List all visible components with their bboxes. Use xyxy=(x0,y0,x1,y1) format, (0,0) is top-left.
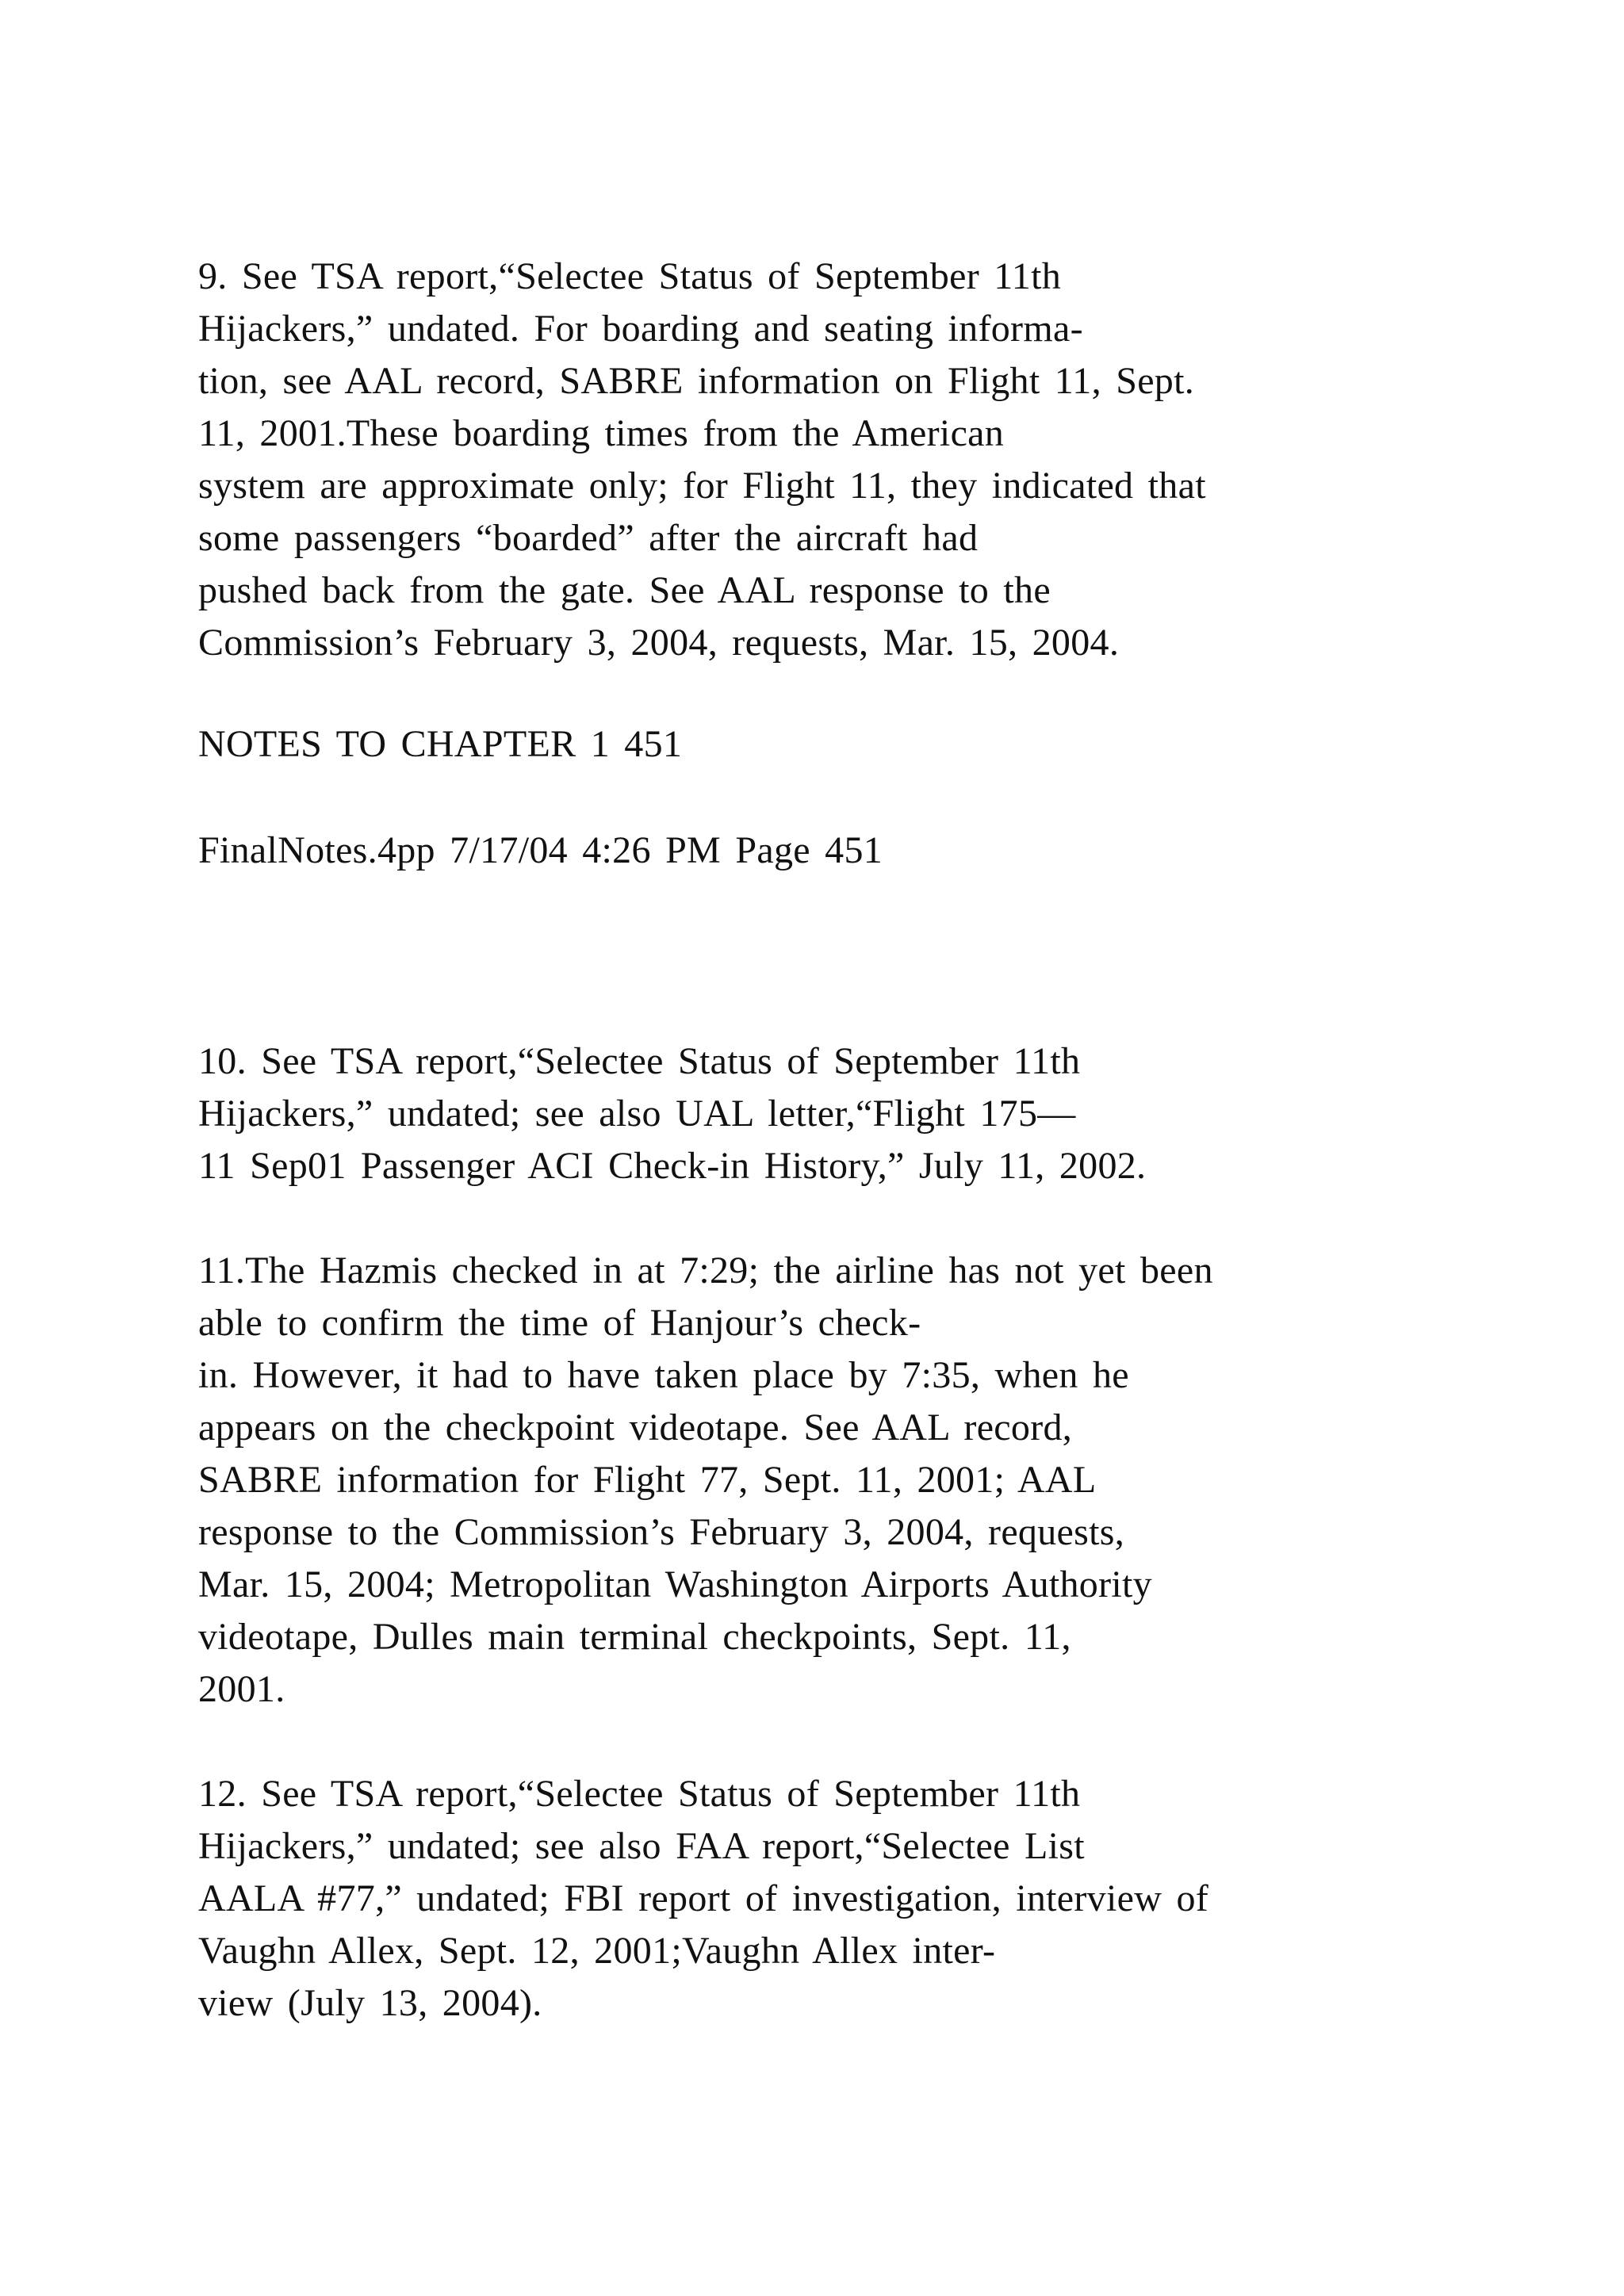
note-9-line-6: some passengers “boarded” after the aircraft had xyxy=(198,517,979,559)
note-12-line-2: Hijackers,” undated; see also FAA report,“Selectee List xyxy=(198,1825,1085,1867)
note-9-line-7: pushed back from the gate. See AAL response to the xyxy=(198,569,1051,611)
note-10-line-2: Hijackers,” undated; see also UAL letter,“Flight 175— xyxy=(198,1093,1076,1135)
note-12-line-3: AALA #77,” undated; FBI report of investigation, interview of xyxy=(198,1877,1209,1919)
note-11-line-9: 2001. xyxy=(198,1668,285,1710)
note-11-line-7: Mar. 15, 2004; Metropolitan Washington Airports Authority xyxy=(198,1563,1152,1605)
note-10-line-3: 11 Sep01 Passenger ACI Check-in History,” July 11, 2002. xyxy=(198,1145,1147,1187)
note-11-line-4: appears on the checkpoint videotape. See AAL record, xyxy=(198,1406,1073,1448)
note-9-line-8: Commission’s February 3, 2004, requests, Mar. 15, 2004. xyxy=(198,622,1120,664)
note-11-line-3: in. However, it had to have taken place by 7:35, when he xyxy=(198,1354,1129,1396)
note-9-line-5: system are approximate only; for Flight 11, they indicated that xyxy=(198,465,1206,507)
note-12-line-4: Vaughn Allex, Sept. 12, 2001;Vaughn Allex inter- xyxy=(198,1930,996,1972)
note-12-line-5: view (July 13, 2004). xyxy=(198,1982,542,2024)
note-10-line-1: 10. See TSA report,“Selectee Status of September 11th xyxy=(198,1040,1081,1082)
file-info-label: FinalNotes.4pp 7/17/04 4:26 PM Page 451 xyxy=(198,829,883,871)
note-12-line-1: 12. See TSA report,“Selectee Status of September 11th xyxy=(198,1773,1081,1815)
note-9-line-4: 11, 2001.These boarding times from the American xyxy=(198,412,1005,454)
note-11-line-5: SABRE information for Flight 77, Sept. 11, 2001; AAL xyxy=(198,1459,1097,1501)
note-9-line-3: tion, see AAL record, SABRE information on Flight 11, Sept. xyxy=(198,360,1195,402)
chapter-page-label: NOTES TO CHAPTER 1 451 xyxy=(198,723,683,765)
note-11-line-8: videotape, Dulles main terminal checkpoints, Sept. 11, xyxy=(198,1616,1071,1658)
note-11-line-2: able to confirm the time of Hanjour’s check- xyxy=(198,1302,921,1344)
note-11-line-1: 11.The Hazmis checked in at 7:29; the airline has not yet been xyxy=(198,1249,1213,1292)
note-9-line-2: Hijackers,” undated. For boarding and seating informa- xyxy=(198,308,1083,350)
note-9-line-1: 9. See TSA report,“Selectee Status of September 11th xyxy=(198,255,1062,297)
note-11-line-6: response to the Commission’s February 3, 2004, requests, xyxy=(198,1511,1125,1553)
